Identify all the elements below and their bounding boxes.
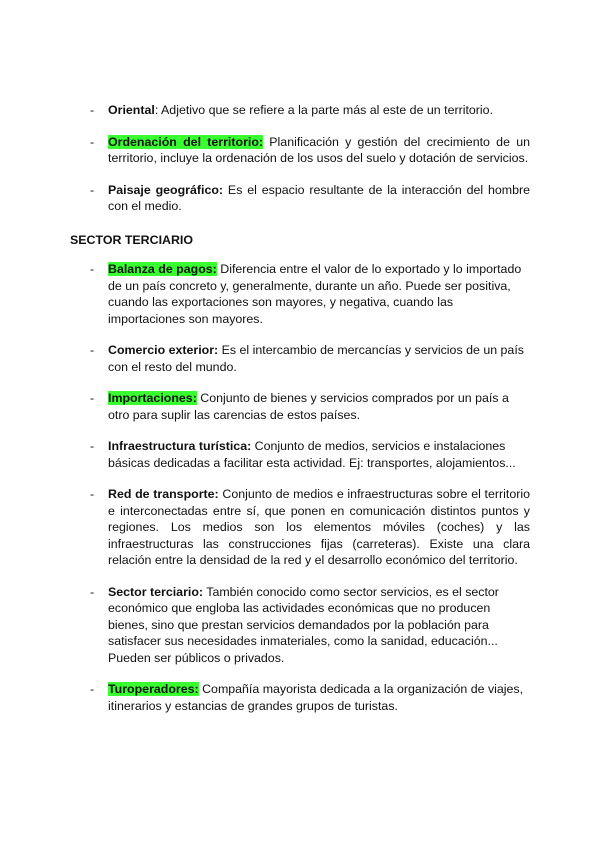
definition-text <box>108 486 530 569</box>
definition-item-ordenacion-del-territorio <box>70 134 530 167</box>
section-heading: SECTOR TERCIARIO <box>70 232 193 247</box>
list-dash: - <box>90 262 95 276</box>
list-dash: - <box>90 439 95 453</box>
definition-item-importaciones <box>70 390 530 423</box>
list-dash: - <box>90 182 95 197</box>
list-dash: - <box>90 391 95 405</box>
term-highlighted: Importaciones: <box>108 391 197 405</box>
term: Oriental <box>108 103 155 117</box>
list-dash: - <box>90 343 95 357</box>
definition-text <box>108 681 530 714</box>
definition: Adjetivo que se refiere a la parte más al este de un territorio. <box>158 103 494 117</box>
term-highlighted: Turoperadores: <box>108 682 199 696</box>
definition: Es el espacio resultante de la interacción del hombre con el medio. <box>108 182 531 213</box>
document-content <box>70 102 530 729</box>
list-dash: - <box>90 487 95 501</box>
term: Comercio exterior: <box>108 343 219 357</box>
definition-item-red-de-transporte <box>70 486 530 569</box>
definition-text <box>108 342 530 375</box>
definition: Conjunto de bienes y servicios comprados por un país a otro para suplir las carencias de estos países. <box>108 391 509 422</box>
term-highlighted: Ordenación del territorio: <box>108 134 264 149</box>
definition: Compañía mayorista dedicada a la organización de viajes, itinerarios y estancias de grandes grupos de turistas. <box>108 682 524 713</box>
definition-text <box>108 182 530 215</box>
definition: También conocido como sector servicios, es el sector económico que engloba las actividades económicas que no producen bienes, sino que prestan servicios demandados por la población para satisfacer sus necesidades inmateriales, como la sanidad, educación... Pueden ser públicos o privados. <box>108 584 499 665</box>
list-dash: - <box>90 103 95 117</box>
definition-item-balanza-de-pagos <box>70 261 530 327</box>
definition-text <box>108 261 530 327</box>
term: Paisaje geográfico: <box>108 182 224 197</box>
definition-item-comercio-exterior <box>70 342 530 375</box>
definition: Planificación y gestión del crecimiento de un territorio, incluye la ordenación de los usos del suelo y dotación de servicios. <box>108 134 530 165</box>
definition-text <box>108 438 530 471</box>
definition-text <box>108 390 530 423</box>
definition-item-sector-terciario <box>70 584 530 667</box>
definition-item-paisaje-geografico <box>70 182 530 215</box>
definition: Es el intercambio de mercancías y servicios de un país con el resto del mundo. <box>108 343 524 374</box>
definition-item-turoperadores <box>70 681 530 714</box>
term: Infraestructura turística: <box>108 439 252 453</box>
term: Sector terciario: <box>108 584 204 599</box>
term-highlighted: Balanza de pagos: <box>108 262 217 276</box>
list-dash: - <box>90 134 95 149</box>
definition-text <box>108 102 530 119</box>
definition-item-infraestructura-turistica <box>70 438 530 471</box>
term: Red de transporte: <box>108 487 219 501</box>
definition-text <box>108 134 530 167</box>
definition: Diferencia entre el valor de lo exportado y lo importado de un país concreto y, generalmente, durante un año. Puede ser positiva, cuando las exportaciones son mayores, y negativa, cuando las importaciones son mayores. <box>108 262 522 326</box>
definition: Conjunto de medios, servicios e instalaciones básicas dedicadas a facilitar esta actividad. Ej: transportes, alojamientos... <box>108 439 516 470</box>
term-separator: : <box>154 103 159 117</box>
definition: Conjunto de medios e infraestructuras sobre el territorio e interconectadas entre sí, que ponen en comunicación distintos puntos y regiones. Los medios son los elementos móviles (coches) y las infraestructuras las construcciones fijas (carreteras). Existe una clara relación entre la densidad de la red y el desarrollo económico del territorio. <box>108 487 531 567</box>
list-dash: - <box>90 584 95 599</box>
definition-text <box>108 584 530 667</box>
definition-item-oriental <box>70 102 530 119</box>
list-dash: - <box>90 682 95 696</box>
